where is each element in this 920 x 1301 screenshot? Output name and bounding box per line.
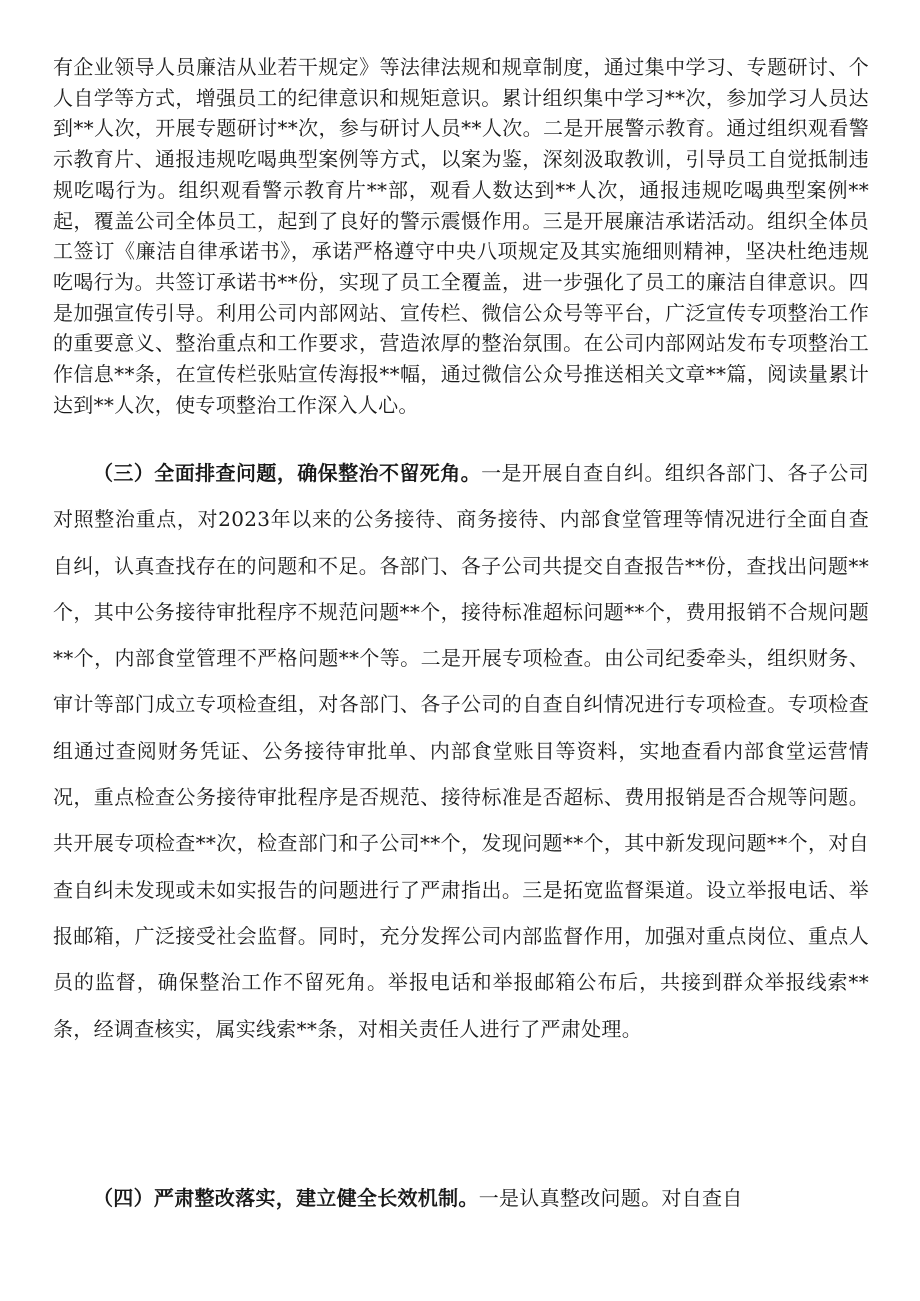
section-3-paragraph	[53, 450, 869, 1052]
section-4-heading: （四）严肃整改落实，建立健全长效机制。	[93, 1186, 479, 1210]
body-paragraph: 有企业领导人员廉洁从业若干规定》等法律法规和规章制度，通过集中学习、专题研讨、个人自学等方式，增强员工的纪律意识和规矩意识。累计组织集中学习**次，参加学习人员达到**人次，开展专题研讨**次，参与研讨人员**人次。二是开展警示教育。通过组织观看警示教育片、通报违规吃喝典型案例等方式，以案为鉴，深刻汲取教训，引导员工自觉抵制违规吃喝行为。组织观看警示教育片**部，观看人数达到**人次，通报违规吃喝典型案例**起，覆盖公司全体员工，起到了良好的警示震慑作用。三是开展廉洁承诺活动。组织全体员工签订《廉洁自律承诺书》，承诺严格遵守中央八项规定及其实施细则精神，坚决杜绝违规吃喝行为。共签订承诺书**份，实现了员工全覆盖，进一步强化了员工的廉洁自律意识。四是加强宣传引导。利用公司内部网站、宣传栏、微信公众号等平台，广泛宣传专项整治工作的重要意义、整治重点和工作要求，营造浓厚的整治氛围。在公司内部网站发布专项整治工作信息**条，在宣传栏张贴宣传海报**幅，通过微信公众号推送相关文章**篇，阅读量累计达到**人次，使专项整治工作深入人心。	[53, 55, 869, 417]
section-4-paragraph	[53, 1175, 869, 1221]
section-3-heading: （三）全面排查问题，确保整治不留死角。	[93, 461, 482, 485]
section-3-body: 一是开展自查自纠。组织各部门、各子公司对照整治重点，对2023年以来的公务接待、商务接待、内部食堂管理等情况进行全面自查自纠，认真查找存在的问题和不足。各部门、各子公司共提交自查报告**份，查找出问题**个，其中公务接待审批程序不规范问题**个，接待标准超标问题**个，费用报销不合规问题**个，内部食堂管理不严格问题**个等。二是开展专项检查。由公司纪委牵头，组织财务、审计等部门成立专项检查组，对各部门、各子公司的自查自纠情况进行专项检查。专项检查组通过查阅财务凭证、公务接待审批单、内部食堂账目等资料，实地查看内部食堂运营情况，重点检查公务接待审批程序是否规范、接待标准是否超标、费用报销是否合规等问题。共开展专项检查**次，检查部门和子公司**个，发现问题**个，其中新发现问题**个，对自查自纠未发现或未如实报告的问题进行了严肃指出。三是拓宽监督渠道。设立举报电话、举报邮箱，广泛接受社会监督。同时，充分发挥公司内部监督作用，加强对重点岗位、重点人员的监督，确保整治工作不留死角。举报电话和举报邮箱公布后，共接到群众举报线索**条，经调查核实，属实线索**条，对相关责任人进行了严肃处理。	[53, 461, 869, 1041]
section-4-body: 一是认真整改问题。对自查自	[478, 1186, 743, 1210]
